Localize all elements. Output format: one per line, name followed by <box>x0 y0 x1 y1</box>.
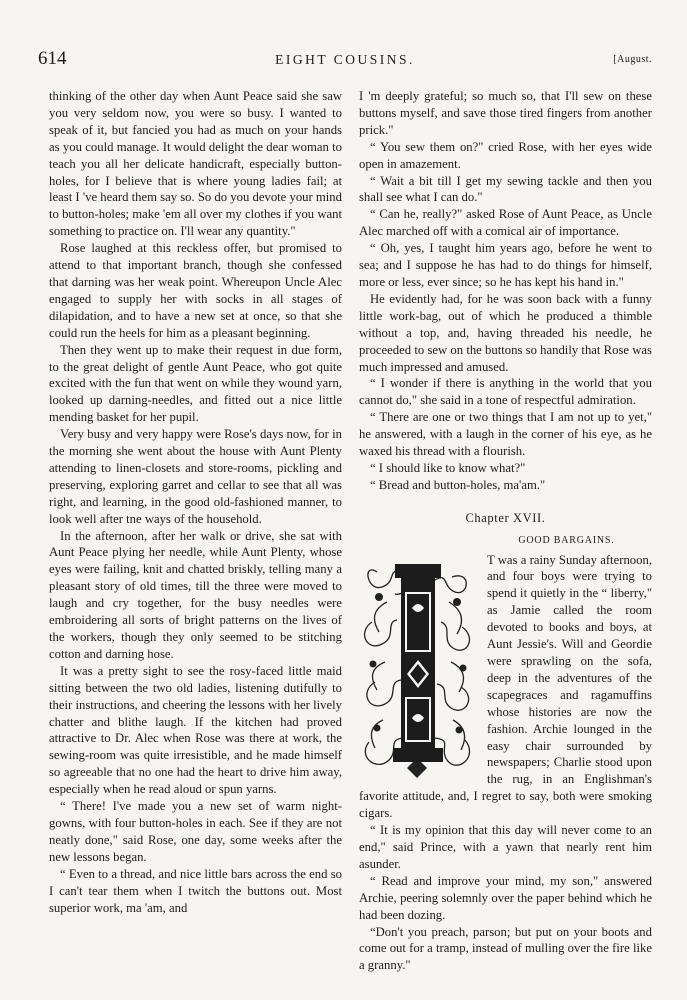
paragraph: “Don't you preach, parson; but put on your boots and come out for a tramp, instead of mulling over the fire like a granny." <box>359 924 652 973</box>
paragraph: “ I should like to know what?" <box>370 460 526 475</box>
ornamental-drop-cap-illustration <box>357 552 479 780</box>
ornamental-letter-i-icon <box>357 552 479 780</box>
paragraph: “ Wait a bit till I get my sewing tackle and then you shall see what I can do." <box>359 173 652 205</box>
paragraph: “ Even to a thread, and nice little bars across the end so I can't tear them when I twitch the buttons out. Most superior work, ma 'am, and <box>49 866 342 915</box>
running-title: EIGHT COUSINS. <box>275 52 415 67</box>
paragraph: “ There! I've made you a new set of warm night-gowns, with four button-holes in each. See if they are not neatly done," said Rose, one day, some weeks after the new lessons began. <box>49 799 342 864</box>
paragraph: “ Read and improve your mind, my son," answered Archie, peering solemnly over the paper behind which he had been dozing. <box>359 873 652 922</box>
paragraph: “ It is my opinion that this day will never come to an end," said Prince, with a yawn that nearly rent him asunder. <box>359 823 652 871</box>
paragraph: I 'm deeply grateful; so much so, that I'll sew on these buttons myself, and save those tired fingers from another prick." <box>359 89 652 137</box>
page-header <box>38 48 652 76</box>
chapter-subtitle: GOOD BARGAINS. <box>518 534 615 546</box>
paragraph: “ You sew them on?" cried Rose, with her eyes wide open in amazement. <box>359 139 652 171</box>
paragraph: Very busy and very happy were Rose's days now, for in the morning she went about the house with Aunt Plenty attending to linen-closets and store-rooms, pickling and preserving, exploring garret and cellar to see that all was right, and learning, in the good old-fashioned manner, to look well after tne ways of the household. <box>49 427 342 526</box>
left-column <box>49 88 342 916</box>
month-label: [August. <box>613 54 652 65</box>
paragraph: In the afternoon, after her walk or drive, she sat with Aunt Peace plying her needle, while Aunt Plenty, whose eyes were failing, knit and chatted briskly, telling many a pleasant story of old times, till the three were moved to laugh and cry together, for the busy needles were embroidering all sorts of bright patterns on the lives of the workers, though they only seemed to be stitching cotton and darning hose. <box>49 528 342 661</box>
paragraph: It was a pretty sight to see the rosy-faced little maid sitting between the two old ladies, listening dutifully to their instructions, and cheering the lessons with her lively chatter and blithe laugh. If the kitchen had proved attractive to Dr. Alec when Rose was there at work, the sewing-room was quite irresistible, and he made himself so agreeable that no one had the heart to drive him away, especially when he read aloud or spun yarns. <box>49 663 342 797</box>
paragraph: He evidently had, for he was soon back with a funny little work-bag, out of which he produced a thimble without a top, and, having threaded his needle, he proceeded to sew on the buttons so handily that Rose was much impressed and amused. <box>359 291 652 374</box>
chapter-first-paragraph: T was a rainy Sunday afternoon, and four boys were trying to spend it quietly in the “ liberry," as Jamie called the room devoted to books and boys, at Aunt Jessie's. Will and Geordie were sprawling on the sofa, deep in the adventures of the scapegraces and ragamuffins whose histories are now the fashion. Archie lounged in the easy chair surrounded by newspapers; Charlie stood upon the rug, in an Englishman's favorite attitude, and, I regret to say, both were smoking cigars. <box>359 552 652 821</box>
paragraph: “ I wonder if there is anything in the world that you cannot do," she said in a tone of respectful admiration. <box>359 376 652 408</box>
paragraph: Then they went up to make their request in due form, to the great delight of gentle Aunt Peace, who got quite excited with the fun that went on while they wound yarn, looked up darning-needles, and fitted out a nice little mending basket for her pupil. <box>49 342 342 425</box>
paragraph: “ Bread and button-holes, ma'am." <box>370 477 546 492</box>
chapter-heading: Chapter XVII. <box>465 510 546 525</box>
paragraph: Rose laughed at this reckless offer, but promised to attend to that important branch, though she confessed that darning was her weak point. Whereupon Uncle Alec engaged to supply her with socks in all stages of dilapidation, and to have a new set at once, so that she could run the heels for him as a pleasant beginning. <box>49 241 342 340</box>
page-number: 614 <box>38 48 67 69</box>
paragraph: “ Oh, yes, I taught him years ago, before he went to sea; and I suppose he has had to do things for himself, more or less, ever since; so he has kept his hand in." <box>359 241 652 289</box>
paragraph: “ Can he, really?" asked Rose of Aunt Peace, as Uncle Alec marched off with a comical air of importance. <box>359 207 652 239</box>
right-column <box>359 88 652 974</box>
paragraph: thinking of the other day when Aunt Peace said she saw you very seldom now, you were so busy. I wanted to speak of it, but fancied you had as much on your hands as you could manage. It would delight the dear woman to teach you all her delicate handicraft, especially button-holes, for I believe that is where young ladies fail; at least I 've heard them say so. So do you devote your mind to button-holes; make 'em all over my clothes if you want something to practice on. I'll wear any quantity." <box>49 89 342 239</box>
paragraph: “ There are one or two things that I am not up to yet," he answered, with a laugh in the corner of his eye, as he waxed his thread with a flourish. <box>359 410 652 459</box>
